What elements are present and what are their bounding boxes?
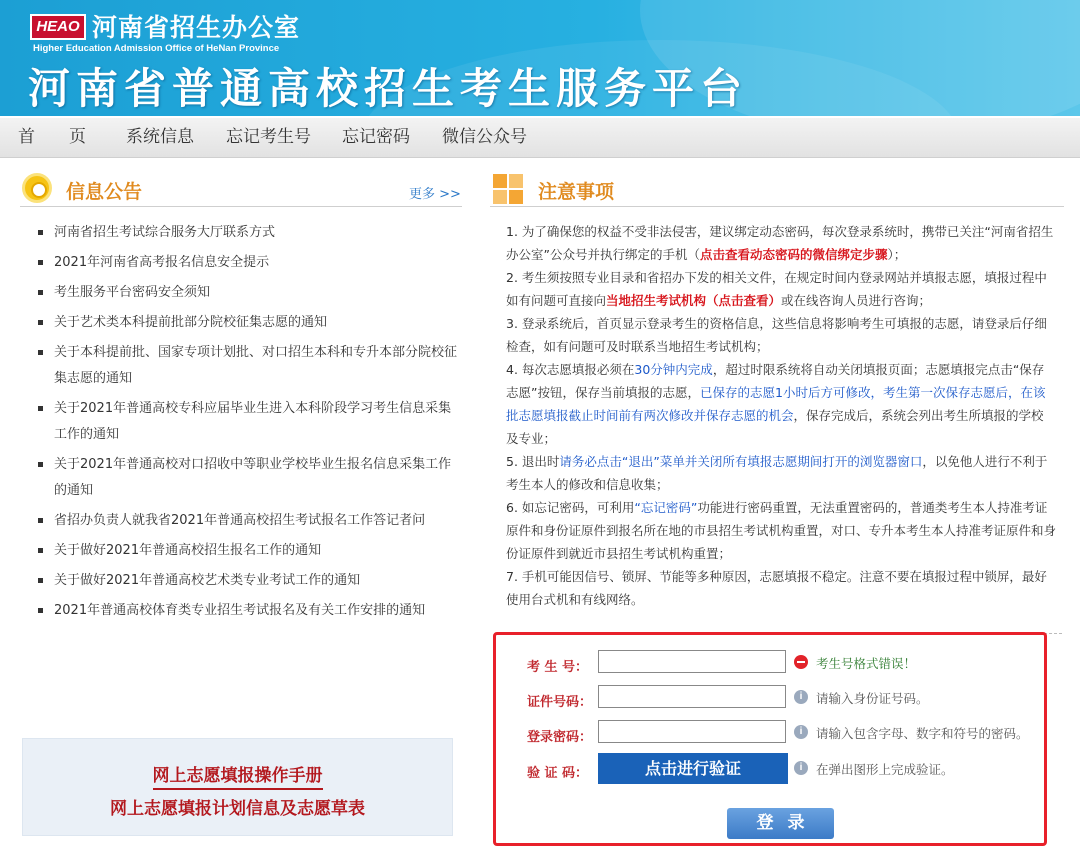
id-number-input[interactable] xyxy=(598,685,786,708)
id-number-hint: 请输入身份证号码。 xyxy=(816,691,929,706)
notice-item-7: 7. 手机可能因信号、锁屏、节能等多种原因，志愿填报不稳定。注意不要在填报过程中锁屏，最好使用台式机和有线网络。 xyxy=(506,569,1047,607)
password-input[interactable] xyxy=(598,720,786,743)
notice-item-2: 2. 考生须按照专业目录和省招办下发的相关文件，在规定时间内登录网站并填报志愿，填报过程中如有问题可直接向当地招生考试机构（点击查看）或在线咨询人员进行咨询； xyxy=(506,270,1047,308)
password-label: 登录密码： xyxy=(527,730,593,745)
list-item[interactable]: 关于本科提前批、国家专项计划批、对口招生本科和专升本部分院校征集志愿的通知 xyxy=(38,340,458,392)
announcements-title: 信息公告 xyxy=(66,181,143,203)
id-number-label: 证件号码： xyxy=(527,695,593,710)
captcha-label: 验 证 码： xyxy=(527,766,589,781)
list-item[interactable]: 考生服务平台密码安全须知 xyxy=(38,280,458,306)
list-item[interactable]: 省招办负责人就我省2021年普通高校招生考试报名工作答记者问 xyxy=(38,508,458,534)
divider xyxy=(490,206,1064,207)
platform-title: 河南省普通高校招生考生服务平台 xyxy=(28,64,749,113)
notice-list xyxy=(506,220,1056,611)
candidate-number-input[interactable] xyxy=(598,650,786,673)
plan-info-link[interactable]: 网上志愿填报计划信息及志愿草表 xyxy=(110,799,365,819)
info-icon: i xyxy=(794,725,808,739)
more-link[interactable]: 更多 >> xyxy=(409,187,461,202)
candidate-number-label: 考 生 号： xyxy=(527,660,589,675)
manual-link-label: 网上志愿填报操作手册 xyxy=(153,766,323,790)
local-office-link[interactable]: 当地招生考试机构（点击查看） xyxy=(606,293,782,308)
list-item[interactable]: 关于做好2021年普通高校艺术类专业考试工作的通知 xyxy=(38,568,458,594)
office-english-name: Higher Education Admission Office of HeNan Province xyxy=(33,43,280,54)
manual-panel xyxy=(22,738,453,836)
notice-item-3: 3. 登录系统后，首页显示登录考生的资格信息，这些信息将影响考生可填报的志愿，请登录后仔细检查，如有问题可及时联系当地招生考试机构； xyxy=(506,316,1047,354)
login-button[interactable]: 登录 xyxy=(727,808,834,839)
notice-item-1: 1. 为了确保您的权益不受非法侵害，建议绑定动态密码，每次登录系统时，携带已关注“河南省招生办公室”公众号并执行绑定的手机（点击查看动态密码的微信绑定步骤）； xyxy=(506,224,1054,262)
list-item[interactable]: 关于做好2021年普通高校招生报名工作的通知 xyxy=(38,538,458,564)
list-item[interactable]: 河南省招生考试综合服务大厅联系方式 xyxy=(38,220,458,246)
nav-forgot-candidate-number[interactable]: 忘记考生号 xyxy=(226,127,311,147)
list-item[interactable]: 关于2021年普通高校对口招收中等职业学校毕业生报名信息采集工作的通知 xyxy=(38,452,458,504)
nav-forgot-password[interactable]: 忘记密码 xyxy=(342,127,410,147)
candidate-number-error: 考生号格式错误！ xyxy=(816,656,917,671)
list-item[interactable]: 关于2021年普通高校专科应届毕业生进入本科阶段学习考生信息采集工作的通知 xyxy=(38,396,458,448)
captcha-verify-button[interactable]: 点击进行验证 xyxy=(598,753,788,784)
password-hint: 请输入包含字母、数字和符号的密码。 xyxy=(816,726,1029,741)
wechat-binding-link[interactable]: 点击查看动态密码的微信绑定步骤 xyxy=(699,247,888,262)
captcha-hint: 在弹出图形上完成验证。 xyxy=(816,762,954,777)
info-icon: i xyxy=(794,690,808,704)
error-icon xyxy=(794,655,808,669)
bulb-icon xyxy=(22,173,52,203)
office-name: 河南省招生办公室 xyxy=(92,13,301,42)
nav-home[interactable]: 首 页 xyxy=(18,127,86,147)
header-banner xyxy=(0,0,1080,116)
manual-link[interactable] xyxy=(23,761,452,786)
list-item[interactable]: 2021年河南省高考报名信息安全提示 xyxy=(38,250,458,276)
main-nav xyxy=(0,118,1080,158)
divider xyxy=(20,206,462,207)
notice-title: 注意事项 xyxy=(538,181,615,203)
heao-logo: HEAO xyxy=(30,14,86,40)
announcement-list xyxy=(38,220,458,628)
notice-item-6: 6. 如忘记密码，可利用“忘记密码”功能进行密码重置，无法重置密码的，普通类考生本人持准考证原件和身份证原件到报名所在地的市县招生考试机构重置，对口、专升本考生本人持准考证原件和身份证原件到就近市县招生考试机构重置； xyxy=(506,500,1057,561)
nav-wechat-account[interactable]: 微信公众号 xyxy=(442,127,527,147)
notice-item-4: 4. 每次志愿填报必须在30分钟内完成，超过时限系统将自动关闭填报页面；志愿填报完点击“保存志愿”按钮，保存当前填报的志愿，已保存的志愿1小时后方可修改，考生第一次保存志愿后，在该批志愿填报截止时间前有两次修改并保存志愿的机会，保存完成后，系统会列出考生所填报的学校及专业； xyxy=(506,362,1046,446)
list-item[interactable]: 关于艺术类本科提前批部分院校征集志愿的通知 xyxy=(38,310,458,336)
nav-system-info[interactable]: 系统信息 xyxy=(126,127,194,147)
info-icon: i xyxy=(794,761,808,775)
list-item[interactable]: 2021年普通高校体育类专业招生考试报名及有关工作安排的通知 xyxy=(38,598,458,624)
grid-icon xyxy=(493,174,523,204)
notice-item-5: 5. 退出时请务必点击“退出”菜单并关闭所有填报志愿期间打开的浏览器窗口，以免他人进行不利于考生本人的修改和信息收集； xyxy=(506,454,1048,492)
